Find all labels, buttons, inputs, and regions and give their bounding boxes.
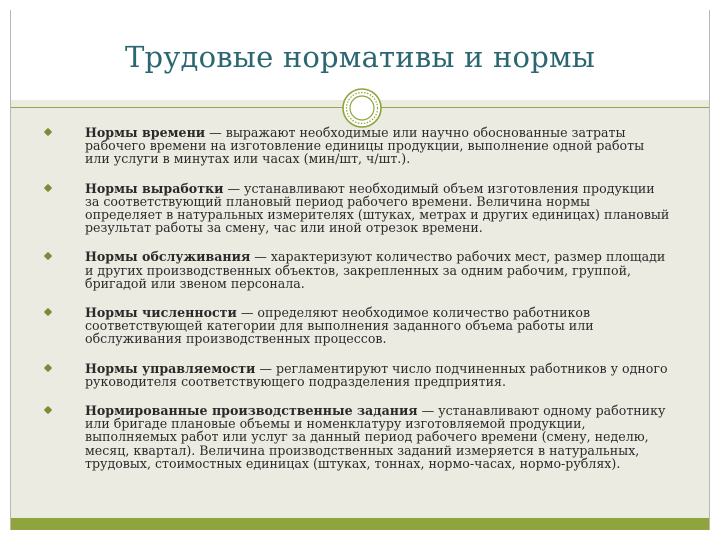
item-text: — регламентируют число подчиненных работников у одного руководителя соответствующего подразделения предприятия. <box>85 360 668 389</box>
diamond-bullet-icon <box>44 308 52 316</box>
item-text: — устанавливают одному работнику или бригаде плановые объемы и номенклатуру изготовляемой продукции, выполняемых работ или услуг за данный период рабочего времени (смену, неделю, месяц, квартал). Величина производственных заданий измеряется в натуральных, трудовых, стоимостных единицах (штуках, тоннах, нормо-часах, нормо-рублях). <box>85 403 666 471</box>
slide <box>10 10 710 530</box>
diamond-bullet-icon <box>44 363 52 371</box>
item-term: Нормы обслуживания <box>85 249 251 265</box>
item-term: Нормы выработки <box>85 180 224 196</box>
item-term: Нормы численности <box>85 305 237 321</box>
item-text: — характеризуют количество рабочих мест, размер площади и других производственных объектов, закрепленных за одним рабочим, группой, бригадой или звеном персонала. <box>85 249 666 291</box>
diamond-bullet-icon <box>44 252 52 260</box>
diamond-bullet-icon <box>44 183 52 191</box>
list-item <box>31 404 671 470</box>
item-text: — определяют необходимое количество работников соответствующей категории для выполнения заданного объема работы или обслуживания производственных процессов. <box>85 305 594 347</box>
ring-emblem-icon <box>342 88 382 128</box>
bullet-list <box>31 126 671 470</box>
list-item <box>31 250 671 290</box>
footer-accent-bar <box>11 518 709 530</box>
diamond-bullet-icon <box>44 406 52 414</box>
item-term: Нормы управляемости <box>85 360 256 376</box>
list-item <box>31 306 671 346</box>
item-term: Нормированные производственные задания <box>85 403 418 419</box>
item-text: — устанавливают необходимый объем изготовления продукции за соответствующий плановый период рабочего времени. Величина нормы определяет в натуральных измерителях (штуках, метрах и других единицах) плановый результат работы за смену, час или иной отрезок времени. <box>85 180 670 236</box>
list-item <box>31 362 671 388</box>
title-band <box>11 10 709 100</box>
list-item <box>31 126 671 166</box>
page-title: Трудовые нормативы и нормы <box>124 40 595 74</box>
item-text: — выражают необходимые или научно обоснованные затраты рабочего времени на изготовление единицы продукции, выполнение одной работы или услуги в минутах или часах (мин/шт, ч/шт.). <box>85 125 645 167</box>
diamond-bullet-icon <box>44 128 52 136</box>
list-item <box>31 182 671 235</box>
item-term: Нормы времени <box>85 125 206 140</box>
